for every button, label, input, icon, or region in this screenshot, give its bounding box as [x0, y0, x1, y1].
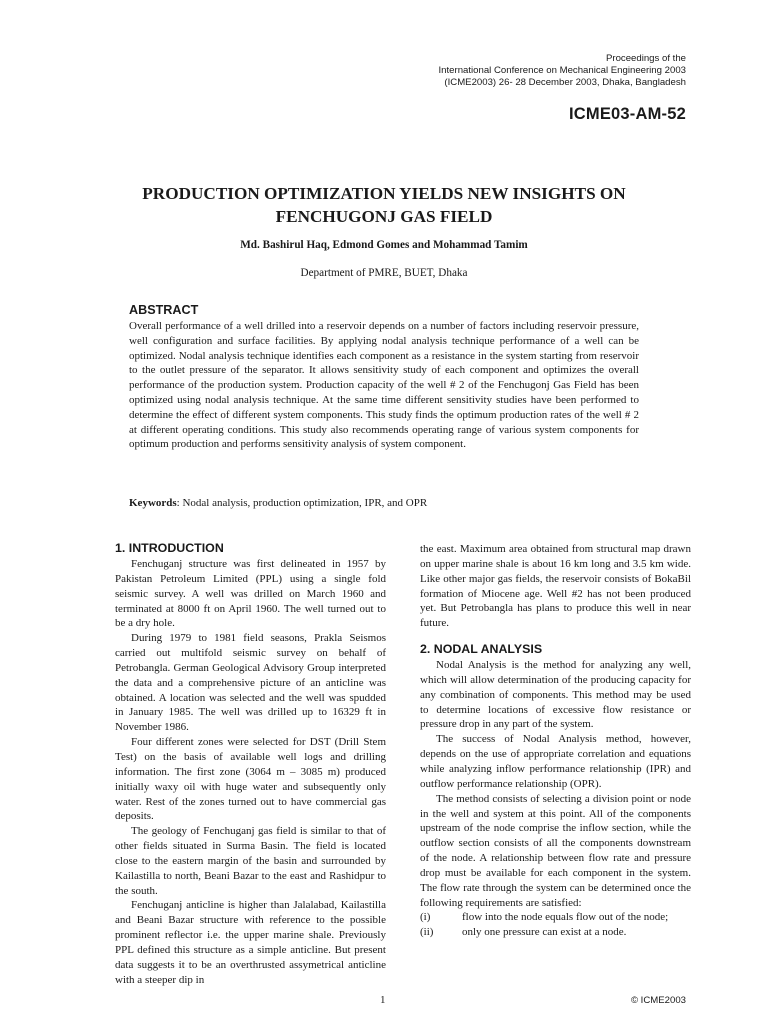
abstract-text: Overall performance of a well drilled into a reservoir depends on a number of factors including reservoir pressure, well configuration and surface facilities. By applying nodal analysis technique performance of a well can be optimized. Nodal analysis technique identifies each component as a resistance in the system starting from reservoir to the outlet pressure of the separator. It allows sensitivity study of each component and optimizes the overall performance of the production system. Production capacity of the well # 2 of the Fenchugonj Gas Field has been optimized using nodal analysis technique. At the same time different sensitivity studies have been performed to determine the effect of different system components. This study finds the optimum production rates of the well # 2 at different operating conditions. This study also recommends operating range of various system components for optimum production and performs sensitivity analysis of system component.: [129, 320, 639, 451]
introduction-heading: 1. INTRODUCTION: [115, 541, 224, 555]
intro-paragraph-1: Fenchuganj structure was first delineated in 1957 by Pakistan Petroleum Limited (PPL) using a single fold seismic survey. A well was drilled on March 1960 and terminated at 8000 ft on April 1960. The well turned out to be a dry hole.: [115, 558, 386, 630]
intro-paragraph-5: Fenchuganj anticline is higher than Jalalabad, Kailastilla and Beani Bazar structure with reference to the possible prominent reflector i.e. the upper marine shale. Previously PPL defined this structure as a simple anticline. But present data suggests it to be an overthrusted assymetrical anticline with a steeper dip in: [115, 899, 386, 986]
requirement-2: [420, 925, 691, 940]
intro-paragraph-2: During 1979 to 1981 field seasons, Prakla Seismos carried out multifold seismic survey on behalf of Petrobangla. German Geological Advisory Group interpreted the data and a comprehensive picture of an anticline was obtained. A location was selected and the well was spudded in January 1985. The well was drilled up to 16329 ft in November 1986.: [115, 632, 386, 734]
requirement-1: [420, 910, 691, 925]
nodal-paragraph-1: Nodal Analysis is the method for analyzing any well, which will allow determination of the producing capacity for any combination of components. This method may be used to determine locations of excessive flow resistance or pressure drop in any part of the system.: [420, 659, 691, 731]
keywords: [129, 497, 649, 509]
page-number: 1: [380, 994, 386, 1006]
proceedings-line-1: Proceedings of the: [605, 53, 686, 64]
requirement-1-number: (i): [420, 911, 431, 924]
requirement-2-number: (ii): [420, 926, 434, 939]
proceedings-header: [439, 53, 686, 90]
left-column: [115, 541, 386, 987]
intro-paragraph-4: The geology of Fenchuganj gas field is similar to that of other fields situated in Surma Basin. The field is located close to the eastern margin of the basin and surrounded by Kailastilla to north, Beani Bazar to the east and Rashidpur to the south.: [115, 825, 386, 897]
proceedings-line-2: International Conference on Mechanical Engineering 2003: [438, 65, 686, 77]
requirement-2-text: only one pressure can exist at a node.: [462, 926, 627, 939]
title-line-2: FENCHUGONJ GAS FIELD: [275, 207, 493, 226]
proceedings-line-3: (ICME2003) 26- 28 December 2003, Dhaka, Bangladesh: [444, 77, 686, 89]
keywords-label: Keywords: [129, 497, 177, 509]
nodal-analysis-heading: 2. NODAL ANALYSIS: [420, 642, 543, 657]
requirement-1-text: flow into the node equals flow out of the node;: [462, 911, 669, 924]
nodal-paragraph-2: The success of Nodal Analysis method, however, depends on the use of appropriate correlation and equations while analyzing inflow performance relationship (IPR) and outflow performance relationship (OPR).: [420, 733, 691, 790]
abstract-heading: ABSTRACT: [129, 303, 199, 317]
copyright: © ICME2003: [630, 995, 686, 1006]
authors: Md. Bashirul Haq, Edmond Gomes and Mohammad Tamim: [240, 239, 528, 251]
title-line-1: PRODUCTION OPTIMIZATION YIELDS NEW INSIGHTS ON: [142, 184, 626, 203]
paper-id: ICME03-AM-52: [568, 105, 686, 123]
right-column: [420, 542, 691, 940]
intro-paragraph-3: Four different zones were selected for DST (Drill Stem Test) on the basis of available well logs and drilling information. The first zone (3064 m – 3085 m) produced initially waxy oil with huge water and subsequently only water. Rest of the zones turned out to have commercial gas deposits.: [115, 736, 386, 823]
intro-paragraph-6: the east. Maximum area obtained from structural map drawn on upper marine shale is about 16 km long and 3.5 km wide. Like other major gas fields, the reservoir consists of BokaBil formation of Miocene age. Well #2 has not been produced yet. But Petrobangla has plans to produce this well in near future.: [420, 543, 691, 630]
keywords-text: : Nodal analysis, production optimization, IPR, and OPR: [176, 497, 428, 509]
nodal-paragraph-3: The method consists of selecting a division point or node in the well and system at this point. All of the components upstream of the node comprise the inflow section, while the outflow section consists of all the components downstream of the node. A relationship between flow rate and pressure drop must be available for each component in the system. The flow rate through the system can be determined once the following requirements are satisfied:: [420, 792, 691, 909]
paper-title: [110, 182, 658, 228]
affiliation: Department of PMRE, BUET, Dhaka: [300, 267, 468, 279]
